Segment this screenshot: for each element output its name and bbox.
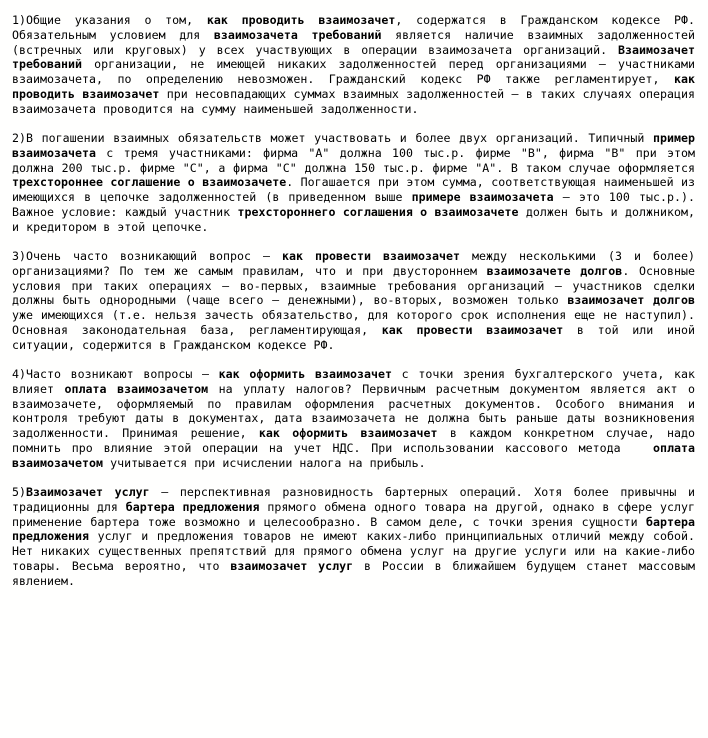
emphasis-term: как проводить взаимозачет [206,13,396,27]
body-text: является наличие взаимных задолженностей (встречных или круговых) у всех участвующих в операции взаимозачета организаций. [12,27,695,57]
body-text: уже имеющихся (т.е. нельзя зачесть обязательство, для которого срок исполнения еще не наступил). Основная законодательная база, регламентирующая, [12,308,695,337]
body-text: в той или иной ситуации, содержится в Гражданском кодексе РФ. [12,322,695,352]
emphasis-term: как оформить взаимозачет [218,367,393,381]
body-text: – это 100 тыс.р.). Важное условие: каждый участник [12,190,695,219]
emphasis-term: как провести взаимозачет [381,322,564,337]
body-text: на уплату налогов? Первичным расчетным документом является акт о взаимозачете, оформляемый по правилам оформления расчетных документов. Особого внимания и контроля требуют даты в документах, дата взаимозачета не должна быть раньше даты возникновения задолженности. Принимая решение, [12,381,695,440]
paragraph-5 [12,485,695,588]
body-text: между несколькими (3 и более) организациями? По тем же самым правилам, что и при двустороннем [12,249,695,278]
body-text: прямого обмена одного товара на другой, однако в сфере услуг применение бартера тоже возможно и целесообразно. В самом деле, с точки зрения сущности [12,499,696,529]
body-text: должен быть и должником, и кредитором в этой цепочке. [12,204,695,234]
body-text: с точки зрения бухгалтерского учета, как влияет [12,367,696,396]
emphasis-term: оплата взаимозачетом [12,440,696,470]
body-text: услуг и предложения товаров не имеют каких-либо принципиальных отличий между собой. Нет никаких существенных препятствий для прямого обмена услуг на другие услуги или на какие-либо товары. Весьма вероятно, что [12,529,695,573]
emphasis-term: трехстороннее соглашение о взаимозачете [12,175,287,190]
emphasis-term: оплата взаимозачетом [64,381,209,396]
body-text: 4)Часто возникают вопросы – [12,367,219,381]
body-text: 2)В погашении взаимных обязательств может участвовать и более двух организаций. Типичный [12,131,653,145]
body-text: с тремя участниками: фирма "A" должна 100 тыс.р. фирме "B", фирма "B" при этом должна 200 тыс.р. фирме "C", а фирма "C" должна 150 тыс.р. фирме "A". В таком случае оформляется [12,145,695,175]
emphasis-term: взаимозачет долгов [567,293,695,308]
emphasis-term: Взаимозачет услуг [26,485,150,499]
body-text: . Основные условия при таких операциях – во-первых, взаимные требования организаций – участников сделки должны быть однородными (чаще всего – денежными), во-вторых, возможен только [12,263,695,308]
paragraph-2 [12,131,695,234]
emphasis-term: бартера предложения [125,499,260,514]
emphasis-term: примере взаимозачета [411,190,554,204]
emphasis-term: пример взаимозачета [12,131,695,160]
emphasis-term: Взаимозачет требований [12,42,695,72]
body-text: в России в ближайшем будущем станет массовым явлением. [12,558,695,588]
emphasis-term: взаимозачета требований [213,27,382,42]
emphasis-term: взаимозачете долгов [486,263,623,278]
emphasis-term: бартера предложения [12,514,695,544]
body-text: – перспективная разновидность бартерных операций. Хотя более привычны и традиционны для [12,485,695,514]
body-text: в каждом конкретном случае, надо помнить про влияние этой операции на учет НДС. При использовании кассового метода [12,426,696,455]
body-text: учитывается при исчислении налога на прибыль. [103,455,426,470]
emphasis-term: как проводить взаимозачет [12,72,695,101]
emphasis-term: как оформить взаимозачет [258,426,438,440]
paragraph-1 [12,13,695,116]
paragraph-4 [12,367,695,470]
body-text: . Погашается при этом сумма, соответствующая наименьшей из имеющихся в цепочке задолженностей (в приведенном выше [12,175,695,204]
body-text: 1)Общие указания о том, [12,13,207,27]
body-text [631,441,653,455]
body-text: , содержатся в Гражданском кодексе РФ. Обязательным условием для [12,13,695,42]
body-text: 5) [12,485,27,499]
body-text: при несовпадающих суммах взаимных задолженностей – в таких случаях операция взаимозачета проводится на сумму наименьшей задолженности. [12,86,695,116]
paragraph-3 [12,249,695,352]
emphasis-term: как провести взаимозачет [282,249,460,263]
emphasis-term: взаимозачет услуг [230,558,354,573]
emphasis-term: трехстороннего соглашения о взаимозачете [237,204,519,219]
body-text: 3)Очень часто возникающий вопрос – [12,249,282,263]
body-text: организации, не имеющей никаких задолженностей перед организациями – участниками взаимозачета, по определению невозможен. Гражданский кодекс РФ также регламентирует, [12,57,695,86]
